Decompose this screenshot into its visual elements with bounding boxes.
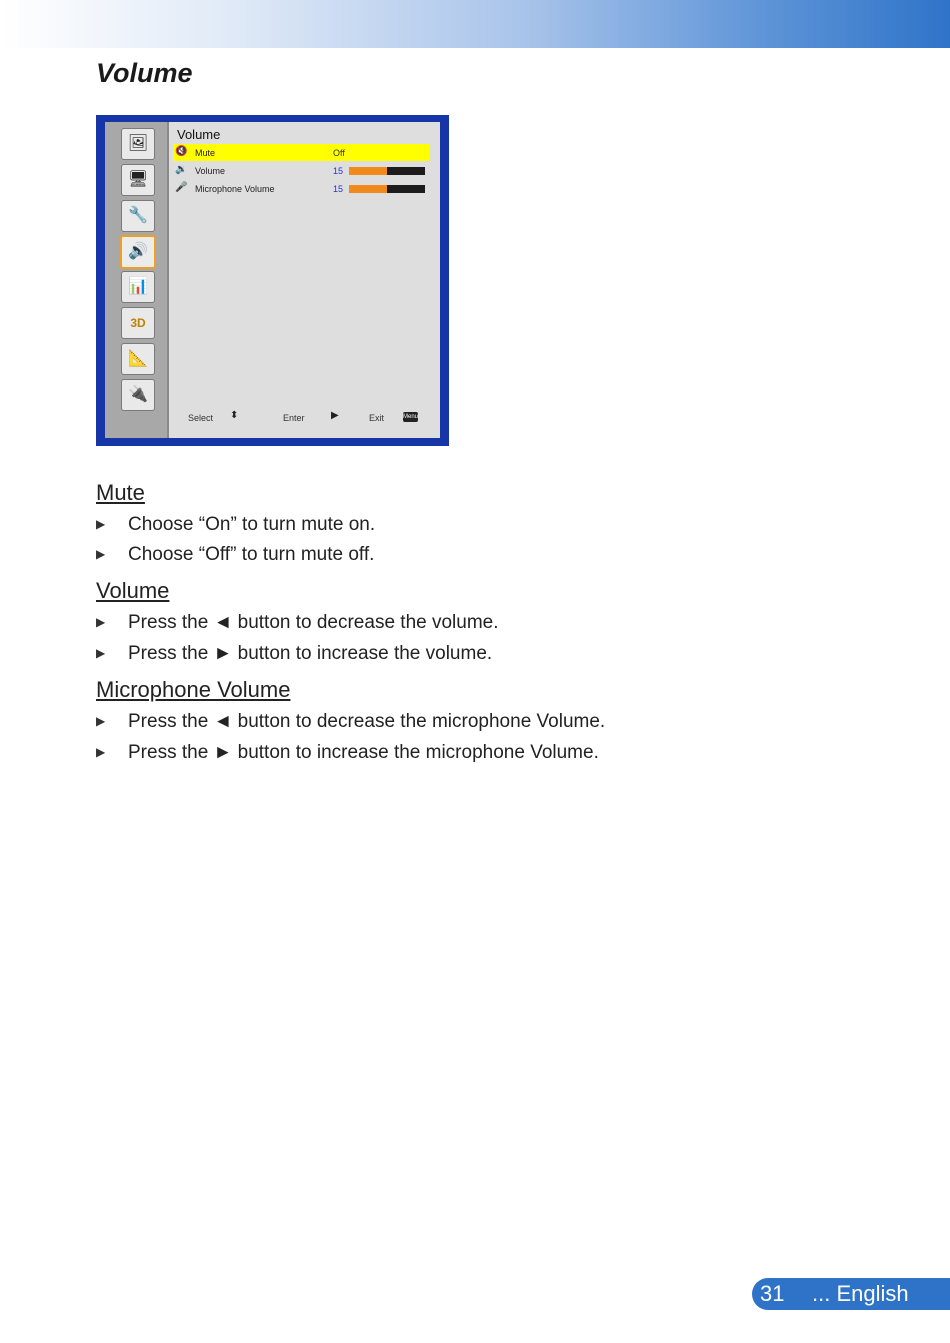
osd-row-label: Volume: [195, 166, 226, 176]
right-arrow-icon: ▶: [331, 410, 339, 421]
bullet-text: Press the ◄ button to decrease the microphone Volume.: [128, 711, 606, 732]
osd-row-label: Mute: [195, 148, 216, 158]
microphone-level-fill: [349, 185, 387, 193]
mute-icon: 🔇: [175, 146, 188, 157]
bullet-arrow-icon: ▶: [96, 615, 106, 629]
bullet-text: Press the ◄ button to decrease the volume.: [128, 612, 499, 633]
microphone-level-bar[interactable]: [349, 185, 425, 193]
bullet-text: Choose “On” to turn mute on.: [128, 514, 376, 535]
bullet-text: Press the ► button to increase the microphone Volume.: [128, 742, 599, 763]
display-icon[interactable]: 🖥: [121, 164, 155, 196]
page-number: 31: [760, 1281, 785, 1306]
osd-row-microphone-volume[interactable]: [173, 180, 429, 197]
setup-icon[interactable]: 🔧: [121, 200, 155, 232]
page-footer: [752, 1278, 950, 1310]
section-heading-mute: Mute: [96, 480, 145, 505]
bullet-item: [96, 643, 492, 665]
up-down-arrow-icon: ⬍: [230, 410, 239, 421]
bullet-item: [96, 742, 599, 764]
bullet-text: Choose “Off” to turn mute off.: [128, 544, 375, 565]
osd-row-value: Off: [333, 148, 345, 158]
osd-row-volume[interactable]: [173, 162, 429, 179]
volume-level-fill: [349, 167, 387, 175]
bullet-arrow-icon: ▶: [96, 714, 106, 728]
osd-heading: Volume: [177, 127, 221, 142]
bullet-text: Press the ► button to increase the volume.: [128, 643, 493, 664]
osd-row-label: Microphone Volume: [195, 184, 275, 194]
bullet-arrow-icon: ▶: [96, 646, 106, 660]
osd-sidebar: [105, 122, 169, 438]
network-icon[interactable]: 🔌: [121, 379, 155, 411]
osd-screenshot: [96, 115, 449, 446]
bullet-arrow-icon: ▶: [96, 517, 106, 531]
section-heading-volume: Volume: [96, 578, 170, 603]
volume-level-bar[interactable]: [349, 167, 425, 175]
language-label: ... English: [812, 1281, 909, 1306]
section-heading-microphone-volume: Microphone Volume: [96, 677, 291, 702]
osd-select-label: Select: [188, 413, 214, 423]
options-icon[interactable]: 📊: [121, 271, 155, 303]
page-title: Volume: [96, 58, 193, 88]
osd-main: [169, 122, 440, 438]
lamp-icon[interactable]: 📐: [121, 343, 155, 375]
osd-row-value: 15: [333, 184, 344, 194]
bullet-item: [96, 711, 605, 733]
osd-panel: [105, 122, 440, 438]
bullet-item: [96, 514, 375, 536]
osd-row-value: 15: [333, 166, 344, 176]
speaker-icon: 🔉: [175, 164, 188, 175]
bullet-arrow-icon: ▶: [96, 547, 106, 561]
volume-icon[interactable]: 🔊: [120, 235, 156, 269]
osd-row-mute[interactable]: [173, 144, 429, 161]
bullet-item: [96, 544, 374, 566]
bullet-item: [96, 612, 499, 634]
microphone-icon: 🎤: [175, 182, 188, 193]
osd-enter-label: Enter: [283, 413, 305, 423]
3d-icon[interactable]: 3D: [121, 307, 155, 339]
osd-exit-label: Exit: [369, 413, 385, 423]
menu-key-icon: Menu: [403, 414, 419, 420]
header-band: [0, 0, 950, 48]
image-settings-icon[interactable]: 🖼: [121, 128, 155, 160]
bullet-arrow-icon: ▶: [96, 745, 106, 759]
